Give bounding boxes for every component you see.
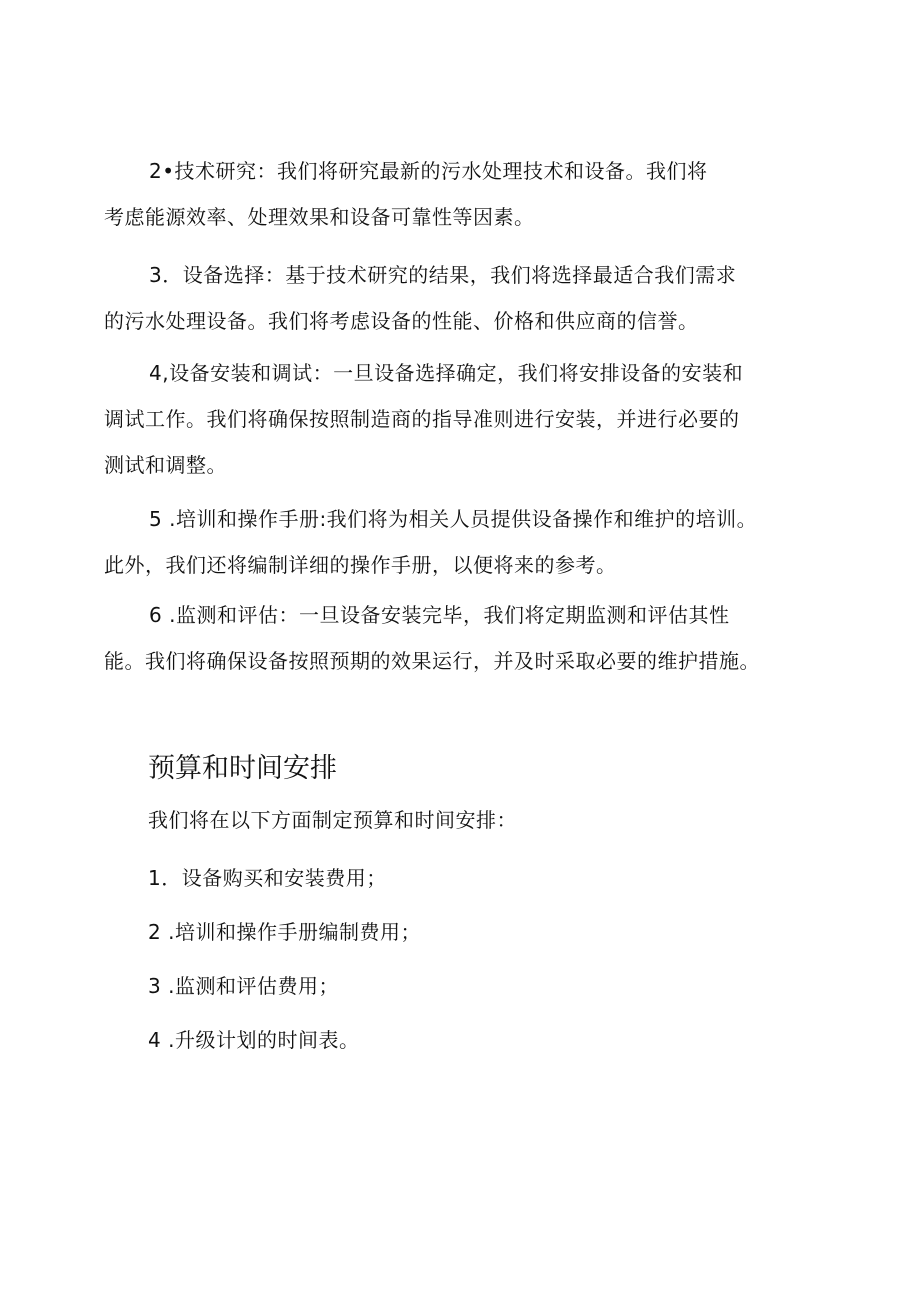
paragraph-line: 测试和调整。 xyxy=(104,453,227,477)
paragraph-line: 3．设备选择：基于技术研究的结果，我们将选择最适合我们需求 xyxy=(149,263,737,287)
paragraph-line: 4,设备安装和调试：一旦设备选择确定，我们将安排设备的安装和 xyxy=(149,361,744,385)
paragraph-line: 调试工作。我们将确保按照制造商的指导准则进行安装，并进行必要的 xyxy=(104,407,740,431)
list-item: 4 .升级计划的时间表。 xyxy=(148,1028,360,1052)
paragraph-monitoring xyxy=(104,592,826,684)
paragraph-training xyxy=(104,496,826,588)
list-item: 3 .监测和评估费用； xyxy=(148,974,339,998)
paragraph-equipment-selection xyxy=(104,252,826,344)
paragraph-line: 5 .培训和操作手册:我们将为相关人员提供设备操作和维护的培训。 xyxy=(149,507,758,531)
paragraph-line: 能。我们将确保设备按照预期的效果运行，并及时采取必要的维护措施。 xyxy=(104,649,760,673)
list-item: 1．设备购买和安装费用； xyxy=(148,866,387,890)
list-item: 2 .培训和操作手册编制费用； xyxy=(148,920,421,944)
section-intro: 我们将在以下方面制定预算和时间安排： xyxy=(148,808,517,832)
paragraph-line: 2•技术研究：我们将研究最新的污水处理技术和设备。我们将 xyxy=(149,159,708,183)
paragraph-line: 的污水处理设备。我们将考虑设备的性能、价格和供应商的信誉。 xyxy=(104,309,699,333)
section-heading: 预算和时间安排 xyxy=(148,753,337,784)
paragraph-line: 此外，我们还将编制详细的操作手册，以便将来的参考。 xyxy=(104,553,617,577)
paragraph-line: 6 .监测和评估：一旦设备安装完毕，我们将定期监测和评估其性 xyxy=(149,603,730,627)
paragraph-tech-research xyxy=(104,148,826,240)
paragraph-installation xyxy=(104,350,826,488)
paragraph-line: 考虑能源效率、处理效果和设备可靠性等因素。 xyxy=(104,205,535,229)
